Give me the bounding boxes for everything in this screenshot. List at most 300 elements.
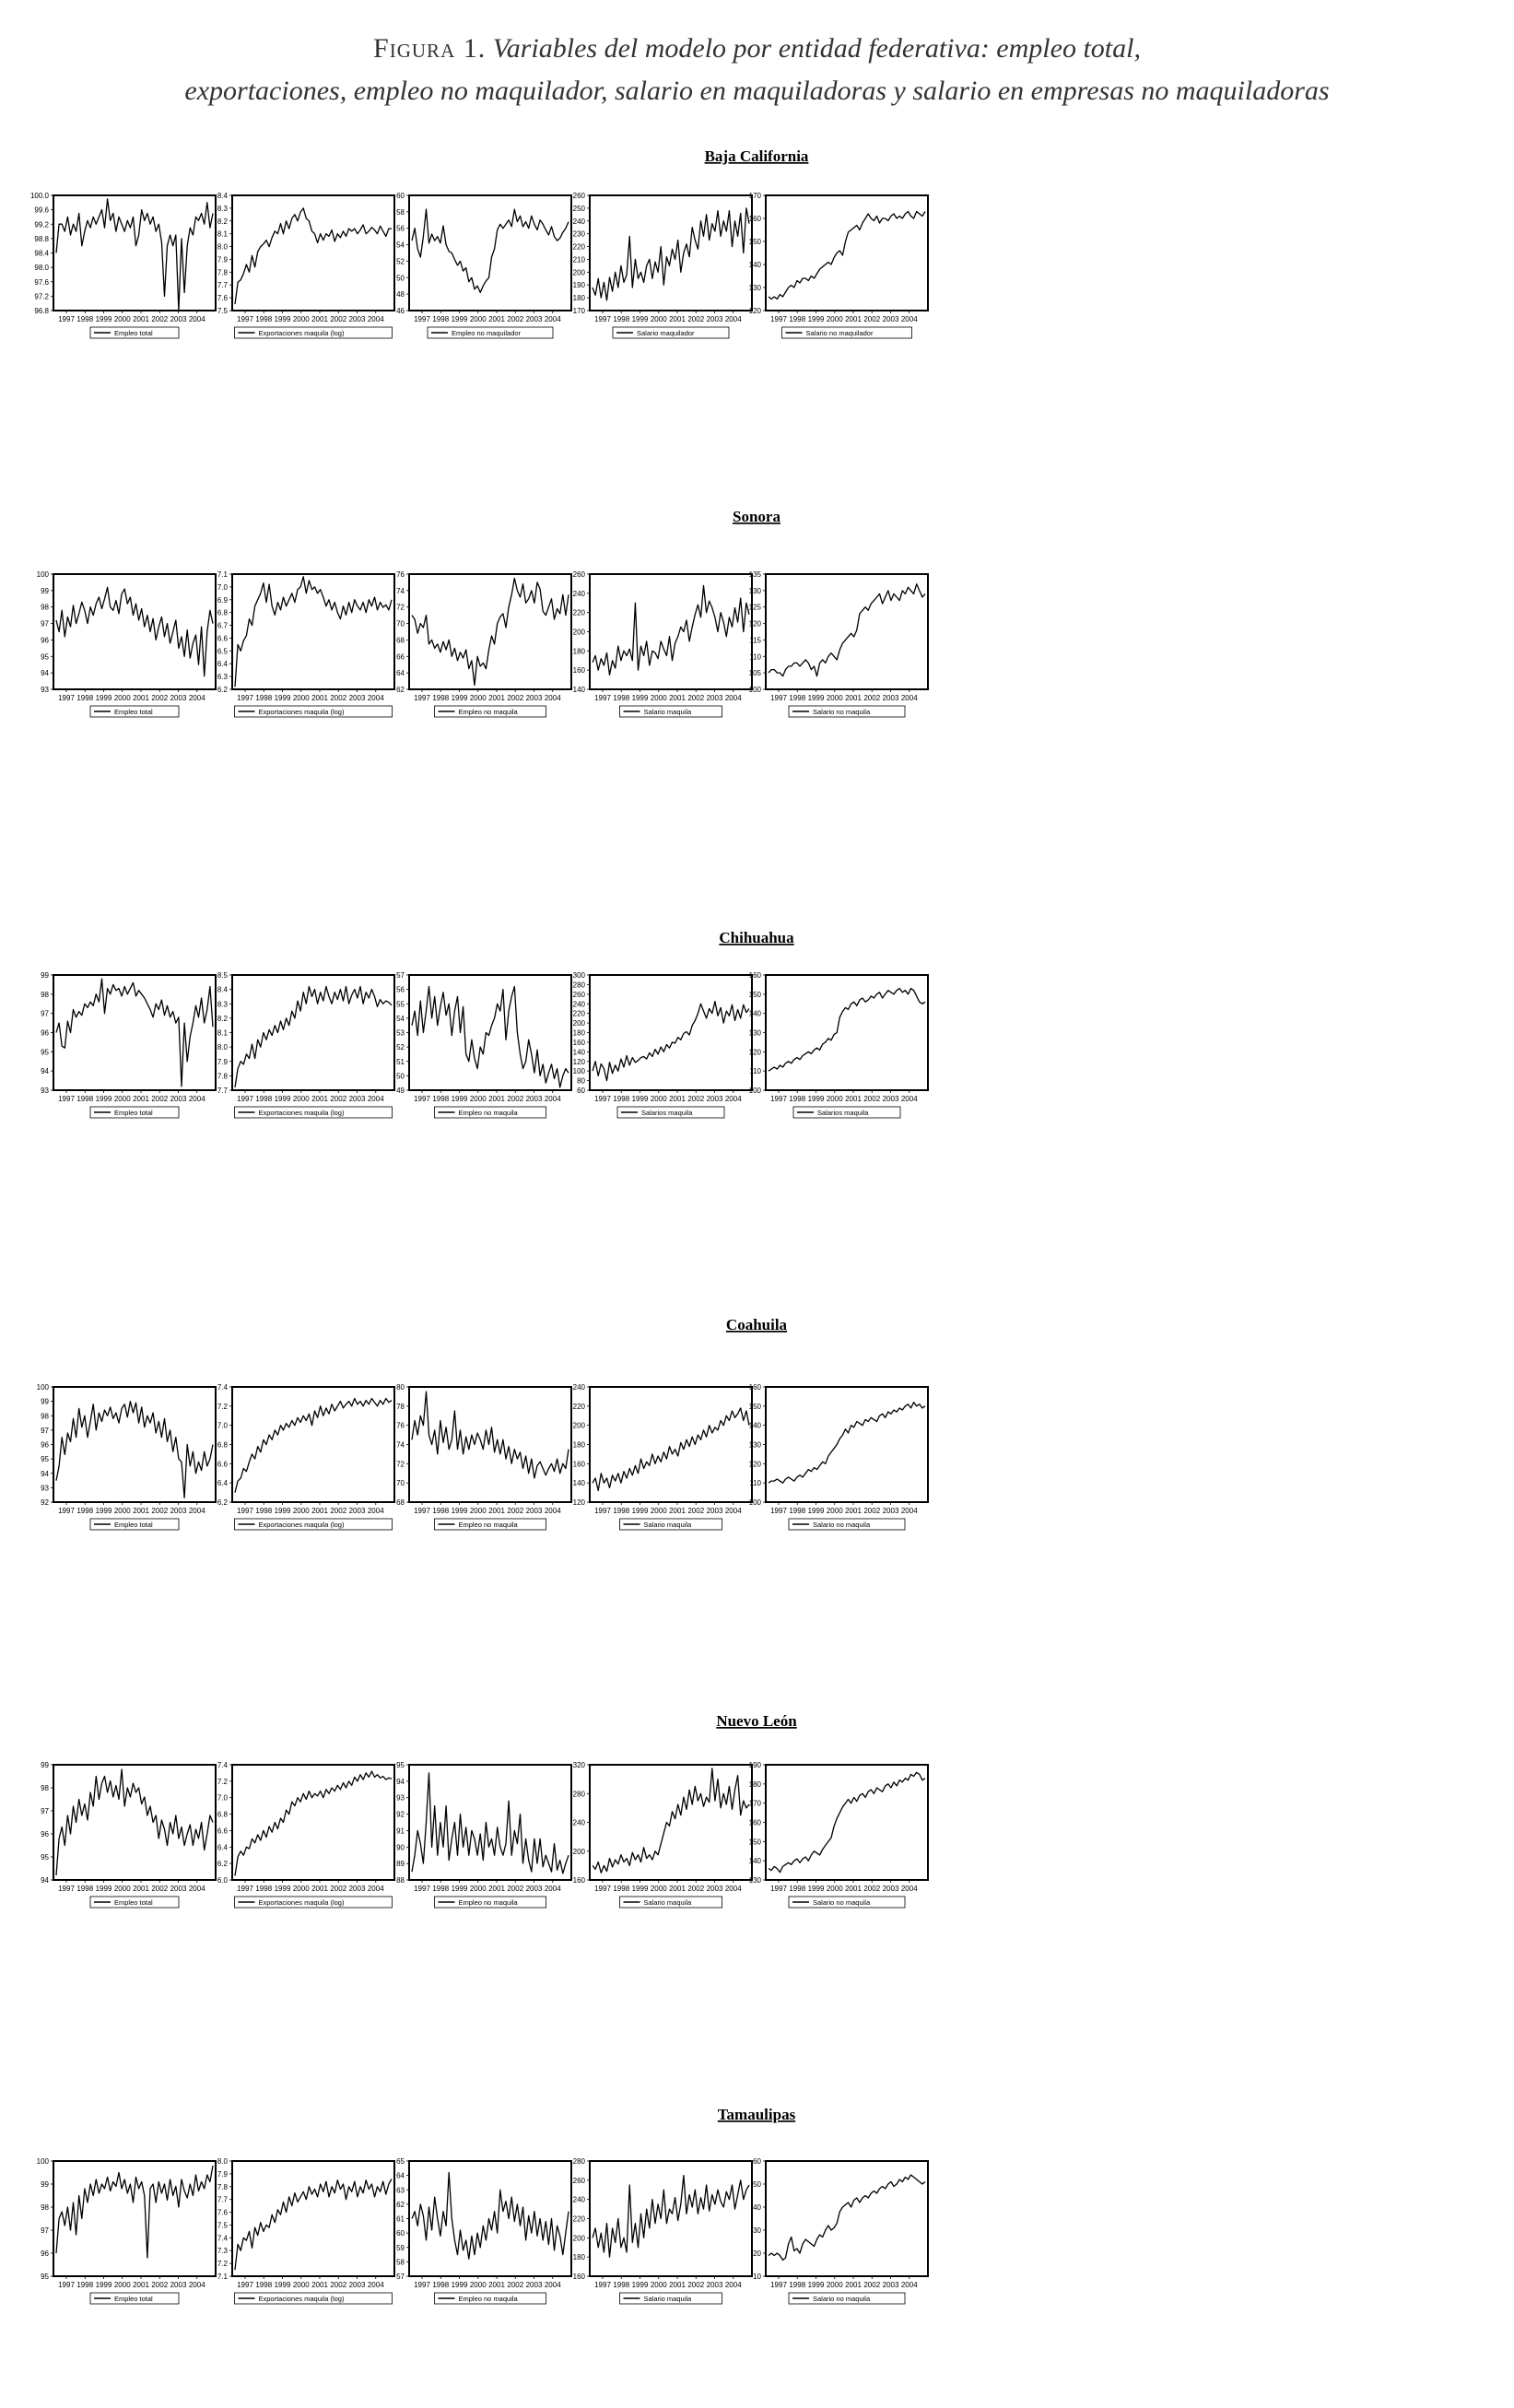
x-tick-label: 1999: [451, 1507, 468, 1515]
y-tick-label: 49: [396, 1087, 405, 1095]
x-tick-label: 1997: [770, 315, 787, 323]
x-tick-label: 2000: [469, 315, 487, 323]
y-tick-label: 54: [396, 241, 405, 250]
x-tick-label: 1999: [274, 1507, 291, 1515]
y-tick-label: 6.4: [217, 1479, 228, 1488]
y-tick-label: 52: [396, 257, 405, 266]
y-tick-label: 250: [572, 204, 585, 213]
y-tick-label: 115: [749, 636, 761, 645]
x-tick-label: 1997: [594, 315, 611, 323]
y-tick-label: 7.0: [217, 1793, 228, 1803]
y-tick-label: 120: [748, 1460, 761, 1469]
x-tick-label: 1998: [432, 1095, 450, 1103]
x-tick-label: 2003: [170, 1095, 187, 1103]
y-tick-label: 88: [396, 1876, 405, 1885]
y-tick-label: 57: [396, 2273, 405, 2281]
x-tick-label: 2003: [525, 2281, 543, 2289]
x-tick-label: 2003: [706, 1885, 723, 1893]
y-tick-label: 6.8: [217, 1810, 228, 1819]
x-tick-label: 1998: [432, 1507, 450, 1515]
x-tick-label: 1998: [76, 1507, 94, 1515]
series-line: [412, 1392, 569, 1478]
plot-frame: [590, 1387, 752, 1502]
y-tick-label: 280: [572, 2157, 585, 2166]
y-tick-label: 97: [41, 1009, 49, 1018]
series-line: [235, 987, 392, 1087]
series-line: [769, 2175, 925, 2261]
y-tick-label: 78: [396, 1402, 405, 1411]
y-tick-label: 6.3: [217, 673, 228, 682]
y-tick-label: 110: [749, 1067, 761, 1076]
x-tick-label: 2002: [151, 1095, 169, 1103]
x-tick-label: 1999: [95, 1095, 112, 1103]
x-tick-label: 1999: [631, 315, 649, 323]
y-tick-label: 100: [748, 686, 761, 694]
x-tick-label: 2004: [724, 2281, 742, 2289]
x-tick-label: 2003: [170, 315, 187, 323]
series-line: [593, 2176, 749, 2258]
y-tick-label: 150: [748, 1402, 761, 1411]
y-tick-label: 8.3: [217, 1000, 228, 1009]
y-tick-label: 7.2: [217, 1402, 228, 1411]
y-tick-label: 140: [572, 686, 585, 694]
x-tick-label: 2003: [525, 1507, 543, 1515]
x-tick-label: 1997: [237, 315, 253, 323]
x-tick-label: 2004: [724, 1885, 742, 1893]
y-tick-label: 98: [41, 990, 49, 999]
y-tick-label: 94: [41, 1469, 49, 1478]
y-tick-label: 7.7: [217, 281, 228, 290]
y-tick-label: 8.1: [217, 229, 228, 239]
x-tick-label: 2002: [863, 694, 881, 702]
x-tick-label: 1998: [432, 315, 450, 323]
series-line: [412, 2173, 569, 2260]
legend-label: Salario no maquila: [813, 708, 871, 716]
y-tick-label: 7.4: [217, 1761, 228, 1769]
x-tick-label: 1999: [807, 1095, 825, 1103]
x-tick-label: 2000: [826, 1885, 843, 1893]
y-tick-label: 60: [396, 2229, 405, 2238]
x-tick-label: 1997: [770, 2281, 787, 2289]
y-tick-label: 66: [396, 652, 405, 662]
x-tick-label: 2003: [882, 315, 899, 323]
x-tick-label: 2003: [525, 694, 543, 702]
series-line: [593, 1768, 749, 1873]
plot-frame: [590, 975, 752, 1090]
x-tick-label: 2000: [469, 2281, 487, 2289]
y-tick-label: 96: [41, 636, 49, 645]
x-tick-label: 2001: [845, 1507, 862, 1515]
x-tick-label: 2002: [151, 694, 169, 702]
legend-label: Salario no maquilador: [805, 329, 874, 337]
y-tick-label: 200: [572, 1421, 585, 1430]
y-tick-label: 95: [41, 1455, 49, 1464]
x-tick-label: 2001: [488, 1885, 505, 1893]
x-tick-label: 2001: [669, 2281, 686, 2289]
x-tick-label: 2004: [367, 2281, 384, 2289]
state-title-baja-california: [0, 143, 1514, 170]
x-tick-label: 2002: [507, 694, 524, 702]
x-tick-label: 1998: [432, 2281, 450, 2289]
y-tick-label: 160: [748, 215, 761, 223]
y-tick-label: 72: [396, 1460, 405, 1469]
x-tick-label: 1998: [255, 1507, 273, 1515]
legend-label: Empleo total: [114, 1109, 153, 1117]
y-tick-label: 210: [572, 255, 585, 264]
legend-label: Salario no maquila: [813, 1521, 871, 1529]
y-tick-label: 72: [396, 603, 405, 612]
y-tick-label: 97.2: [34, 292, 49, 301]
x-tick-label: 2003: [170, 1507, 187, 1515]
y-tick-label: 98.4: [34, 249, 49, 258]
x-tick-label: 2000: [469, 694, 487, 702]
y-tick-label: 60: [396, 192, 405, 200]
x-tick-label: 2000: [650, 315, 667, 323]
x-tick-label: 2004: [188, 694, 205, 702]
x-tick-label: 2000: [650, 1095, 667, 1103]
legend-label: Salario maquila: [643, 2295, 692, 2303]
x-tick-label: 1999: [631, 1095, 649, 1103]
x-tick-label: 2004: [544, 315, 561, 323]
x-tick-label: 2003: [348, 2281, 366, 2289]
x-tick-label: 1999: [274, 694, 291, 702]
y-tick-label: 7.8: [217, 268, 228, 277]
y-tick-label: 68: [396, 636, 405, 645]
plot-frame: [590, 195, 752, 311]
y-tick-label: 110: [749, 1479, 761, 1488]
x-tick-label: 2004: [544, 1507, 561, 1515]
x-tick-label: 2000: [650, 694, 667, 702]
x-tick-label: 2004: [188, 1885, 205, 1893]
state-title-nuevo-leon: [0, 1708, 1514, 1735]
x-tick-label: 2000: [292, 1885, 310, 1893]
x-tick-label: 1999: [451, 315, 468, 323]
y-tick-label: 130: [748, 284, 761, 292]
y-tick-label: 8.2: [217, 1014, 228, 1023]
y-tick-label: 120: [748, 1048, 761, 1057]
y-tick-label: 93: [41, 1087, 49, 1095]
y-tick-label: 90: [396, 1843, 405, 1852]
state-title-coahuila: [0, 1311, 1514, 1339]
y-tick-label: 180: [572, 2253, 585, 2262]
y-tick-label: 8.1: [217, 1028, 228, 1038]
legend-label: Salario maquila: [643, 1521, 692, 1529]
x-tick-label: 1999: [631, 1885, 649, 1893]
y-tick-label: 150: [748, 238, 761, 246]
x-tick-label: 1997: [414, 315, 430, 323]
x-tick-label: 1998: [789, 1885, 806, 1893]
x-tick-label: 2004: [367, 1095, 384, 1103]
x-tick-label: 1999: [631, 2281, 649, 2289]
x-tick-label: 1997: [770, 1095, 787, 1103]
plot-frame: [53, 195, 216, 311]
x-tick-label: 2001: [488, 315, 505, 323]
state-title-tamaulipas: [0, 2101, 1514, 2129]
x-tick-label: 1999: [807, 2281, 825, 2289]
y-tick-label: 96: [41, 1830, 49, 1838]
plot-frame: [766, 975, 928, 1090]
y-tick-label: 200: [572, 1847, 585, 1856]
y-tick-label: 30: [753, 2226, 761, 2235]
x-tick-label: 2004: [900, 694, 918, 702]
y-tick-label: 200: [572, 2234, 585, 2243]
y-tick-label: 59: [396, 2243, 405, 2252]
y-tick-label: 140: [748, 1421, 761, 1430]
x-tick-label: 2001: [311, 694, 328, 702]
x-tick-label: 2004: [900, 1095, 918, 1103]
y-tick-label: 7.5: [217, 307, 228, 315]
y-tick-label: 93: [41, 686, 49, 694]
y-tick-label: 64: [396, 2171, 405, 2180]
y-tick-label: 53: [396, 1028, 405, 1038]
x-tick-label: 2003: [882, 2281, 899, 2289]
y-tick-label: 170: [748, 1799, 761, 1808]
y-tick-label: 6.2: [217, 686, 228, 694]
y-tick-label: 54: [396, 1014, 405, 1023]
x-tick-label: 1998: [76, 1885, 94, 1893]
x-tick-label: 2001: [133, 315, 149, 323]
y-tick-label: 61: [396, 2214, 405, 2224]
x-tick-label: 1999: [95, 1885, 112, 1893]
x-tick-label: 2003: [348, 694, 366, 702]
x-tick-label: 2000: [469, 1507, 487, 1515]
x-tick-label: 2001: [311, 315, 328, 323]
y-tick-label: 7.7: [217, 2195, 228, 2204]
x-tick-label: 2002: [507, 1095, 524, 1103]
y-tick-label: 7.3: [217, 2247, 228, 2256]
x-tick-label: 2003: [525, 315, 543, 323]
y-tick-label: 97.6: [34, 277, 49, 287]
plot-frame: [409, 574, 571, 689]
plot-frame: [766, 195, 928, 311]
x-tick-label: 2000: [113, 2281, 131, 2289]
legend-label: Empleo no maquila: [458, 2295, 518, 2303]
series-line: [769, 212, 925, 300]
y-tick-label: 99: [41, 1761, 49, 1769]
y-tick-label: 7.6: [217, 2208, 228, 2217]
series-line: [593, 586, 749, 675]
y-tick-label: 92: [396, 1810, 405, 1819]
x-tick-label: 1999: [451, 1095, 468, 1103]
x-tick-label: 2001: [488, 1507, 505, 1515]
x-tick-label: 2001: [845, 1095, 862, 1103]
x-tick-label: 2003: [882, 1507, 899, 1515]
y-tick-label: 7.5: [217, 2221, 228, 2230]
state-title-text: Chihuahua: [719, 929, 794, 946]
x-tick-label: 2002: [687, 2281, 705, 2289]
x-tick-label: 1998: [613, 1885, 630, 1893]
x-tick-label: 2004: [544, 1885, 561, 1893]
y-tick-label: 98.8: [34, 234, 49, 243]
x-tick-label: 2001: [311, 1095, 328, 1103]
y-tick-label: 260: [572, 192, 585, 200]
y-tick-label: 200: [572, 268, 585, 277]
x-tick-label: 2000: [469, 1885, 487, 1893]
x-tick-label: 1997: [58, 2281, 75, 2289]
legend-label: Salario maquila: [643, 1898, 692, 1907]
y-tick-label: 200: [572, 628, 585, 637]
legend-label: Empleo no maquilador: [452, 329, 522, 337]
y-tick-label: 7.9: [217, 255, 228, 264]
y-tick-label: 68: [396, 1498, 405, 1507]
state-title-sonora: [0, 503, 1514, 531]
y-tick-label: 7.1: [217, 2273, 228, 2281]
x-tick-label: 2003: [706, 694, 723, 702]
x-tick-label: 1998: [76, 2281, 94, 2289]
x-tick-label: 1999: [451, 694, 468, 702]
y-tick-label: 120: [748, 307, 761, 315]
y-tick-label: 125: [748, 603, 761, 612]
legend-label: Exportaciones maquila (log): [258, 2295, 345, 2303]
y-tick-label: 98.0: [34, 264, 49, 273]
plot-frame: [590, 2161, 752, 2276]
x-tick-label: 2004: [544, 2281, 561, 2289]
x-tick-label: 1999: [631, 694, 649, 702]
y-tick-label: 260: [572, 570, 585, 579]
y-tick-label: 220: [572, 242, 585, 252]
x-tick-label: 1999: [274, 1095, 291, 1103]
y-tick-label: 105: [748, 669, 761, 678]
y-tick-label: 220: [572, 608, 585, 617]
y-tick-label: 240: [572, 1000, 585, 1009]
y-tick-label: 8.2: [217, 217, 228, 226]
legend-label: Exportaciones maquila (log): [258, 1109, 345, 1117]
y-tick-label: 56: [396, 985, 405, 994]
x-tick-label: 1997: [58, 1095, 75, 1103]
y-tick-label: 74: [396, 1440, 405, 1450]
series-line: [769, 1772, 925, 1872]
y-tick-label: 6.0: [217, 1876, 228, 1885]
y-tick-label: 7.8: [217, 2182, 228, 2191]
x-tick-label: 1999: [807, 1507, 825, 1515]
legend-label: Empleo no maquila: [458, 708, 518, 716]
x-tick-label: 2000: [113, 315, 131, 323]
y-tick-label: 6.4: [217, 660, 228, 669]
legend-label: Empleo total: [114, 1898, 153, 1907]
x-tick-label: 1997: [770, 694, 787, 702]
series-line: [769, 989, 925, 1072]
x-tick-label: 1999: [274, 2281, 291, 2289]
y-tick-label: 6.4: [217, 1843, 228, 1852]
y-tick-label: 10: [753, 2273, 761, 2281]
x-tick-label: 2001: [133, 694, 149, 702]
legend-label: Empleo total: [114, 329, 153, 337]
y-tick-label: 99: [41, 586, 49, 595]
x-tick-label: 1998: [432, 1885, 450, 1893]
y-tick-label: 97: [41, 1807, 49, 1815]
y-tick-label: 95: [41, 652, 49, 662]
x-tick-label: 2002: [330, 1507, 347, 1515]
series-line: [593, 1002, 749, 1081]
x-tick-label: 1997: [237, 1095, 253, 1103]
x-tick-label: 1997: [414, 1095, 430, 1103]
x-tick-label: 2000: [650, 2281, 667, 2289]
legend-label: Empleo no maquila: [458, 1521, 518, 1529]
y-tick-label: 260: [572, 2176, 585, 2185]
x-tick-label: 1998: [789, 1507, 806, 1515]
x-tick-label: 2004: [367, 1507, 384, 1515]
y-tick-label: 120: [572, 1498, 585, 1507]
x-tick-label: 2002: [863, 1095, 881, 1103]
legend-label: Salario no maquila: [813, 2295, 871, 2303]
x-tick-label: 2002: [151, 1885, 169, 1893]
y-tick-label: 76: [396, 570, 405, 579]
x-tick-label: 1999: [95, 2281, 112, 2289]
x-tick-label: 2003: [170, 1885, 187, 1893]
y-tick-label: 58: [396, 207, 405, 217]
x-tick-label: 2002: [863, 1885, 881, 1893]
x-tick-label: 2003: [882, 1095, 899, 1103]
y-tick-label: 170: [572, 307, 585, 315]
x-tick-label: 2000: [113, 694, 131, 702]
x-tick-label: 2001: [133, 2281, 149, 2289]
x-tick-label: 1997: [237, 1885, 253, 1893]
y-tick-label: 100: [36, 1383, 49, 1392]
x-tick-label: 2001: [311, 1507, 328, 1515]
y-tick-label: 140: [748, 261, 761, 269]
x-tick-label: 1998: [613, 1507, 630, 1515]
x-tick-label: 1998: [613, 2281, 630, 2289]
y-tick-label: 89: [396, 1860, 405, 1869]
x-tick-label: 2001: [669, 1507, 686, 1515]
y-tick-label: 240: [572, 2195, 585, 2204]
series-line: [412, 987, 569, 1087]
x-tick-label: 2003: [706, 1095, 723, 1103]
series-line: [235, 208, 392, 304]
x-tick-label: 2003: [706, 315, 723, 323]
y-tick-label: 140: [748, 1857, 761, 1866]
x-tick-label: 2002: [507, 1885, 524, 1893]
y-tick-label: 96.8: [34, 307, 49, 315]
y-tick-label: 96: [41, 1028, 49, 1038]
y-tick-label: 8.3: [217, 204, 228, 213]
series-line: [769, 584, 925, 676]
x-tick-label: 2001: [311, 2281, 328, 2289]
x-tick-label: 1997: [58, 1885, 75, 1893]
y-tick-label: 7.0: [217, 582, 228, 592]
series-line: [56, 1769, 213, 1875]
y-tick-label: 6.9: [217, 595, 228, 605]
plot-frame: [232, 574, 394, 689]
x-tick-label: 1997: [594, 1095, 611, 1103]
x-tick-label: 1999: [274, 1885, 291, 1893]
series-line: [56, 979, 213, 1087]
y-tick-label: 94: [41, 669, 49, 678]
x-tick-label: 2001: [133, 1885, 149, 1893]
x-tick-label: 1997: [58, 315, 75, 323]
x-tick-label: 2000: [826, 1095, 843, 1103]
y-tick-label: 120: [748, 619, 761, 628]
x-tick-label: 1997: [594, 1507, 611, 1515]
x-tick-label: 1999: [95, 1507, 112, 1515]
y-tick-label: 100.0: [29, 192, 49, 200]
x-tick-label: 2002: [687, 1095, 705, 1103]
x-tick-label: 1997: [237, 694, 253, 702]
x-tick-label: 2001: [669, 1885, 686, 1893]
x-tick-label: 2000: [292, 1095, 310, 1103]
y-tick-label: 98: [41, 1784, 49, 1792]
y-tick-label: 95: [41, 1853, 49, 1862]
panel-tamaulipas-5: [729, 2152, 965, 2332]
plot-frame: [766, 1765, 928, 1880]
x-tick-label: 2003: [348, 1507, 366, 1515]
legend-label: Exportaciones maquila (log): [258, 708, 345, 716]
x-tick-label: 1998: [76, 1095, 94, 1103]
y-tick-label: 130: [748, 1440, 761, 1450]
x-tick-label: 2000: [469, 1095, 487, 1103]
x-tick-label: 1998: [613, 694, 630, 702]
x-tick-label: 1997: [414, 1885, 430, 1893]
